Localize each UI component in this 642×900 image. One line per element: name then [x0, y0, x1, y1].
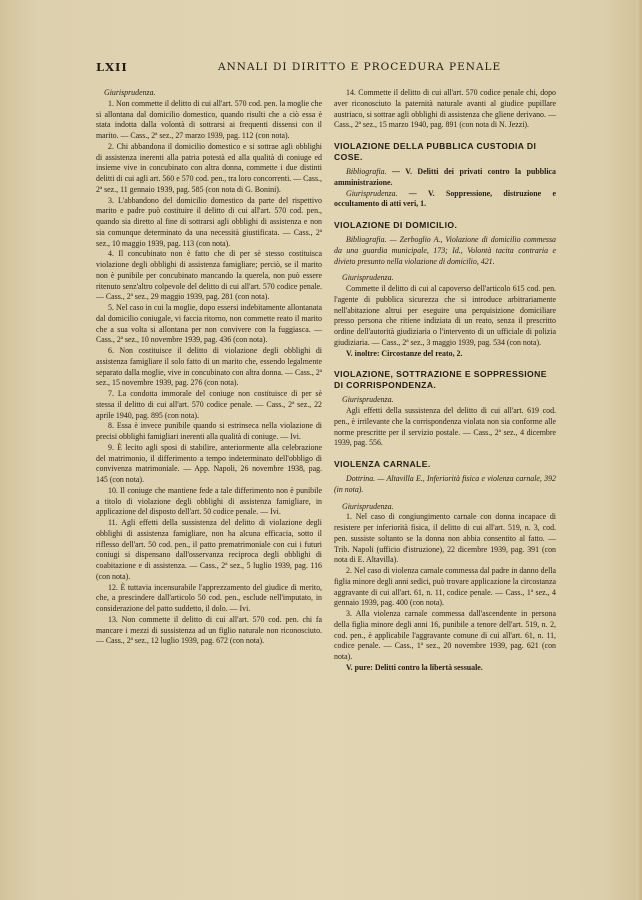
- list-item: 2. Chi abbandona il domicilio domestico e si sottrae agli obblighi di assistenza inerenti alla patria potestà ed alla qualità di coniuge ed insieme vive in concubinato con altra donna, commette i due distinti delitti di cui agli art. 560 e 570 cod. pen., tra loro concorrenti. — Cass., 2ª sez., 11 gennaio 1939, pag. 585 (con nota di G. Bonini).: [96, 141, 322, 194]
- page-edge: [636, 0, 642, 900]
- doctrine-entry: [334, 474, 556, 496]
- jurisprudence-entry: [334, 189, 556, 211]
- list-item: 4. Il concubinato non è fatto che di per sè stesso costituisca violazione degli obblighi di assistenza famigliare; perciò, se il marito non è punibile per concubinato mancando la querela, non può essere ritenuto senz'altro colpevole del delitto di cui all'art. 570 codice penale. — Cass., 2ª sez., 29 maggio 1939, pag. 281 (con nota).: [96, 249, 322, 302]
- cross-reference: — V. Delitti dei privati contro la pubblica amministrazione.: [334, 167, 556, 187]
- page-header: [96, 60, 566, 76]
- list-item: 14. Commette il delitto di cui all'art. 570 codice penale chi, dopo aver riconosciuto la paternità naturale avanti al giudice pupillare austriaco, si sottrae agli obblighi di assistenza che gliene derivano. — Cass., 2ª sez., 15 marzo 1940, pag. 891 (con nota di N. Jezzi).: [334, 88, 556, 130]
- list-item: 12. È tuttavia incensurabile l'apprezzamento del giudice di merito, che, a prescindere dall'articolo 50 cod. pen., esclude nell'imputato, in considerazione del patto suddetto, il dolo. — Ivi.: [96, 582, 322, 613]
- jurisprudence-heading: Giurisprudenza.: [342, 395, 394, 405]
- list-item: 11. Agli effetti della sussistenza del delitto di violazione degli obblighi di assistenza famigliare, non ha alcuna efficacia, sotto il riflesso dell'art. 50 cod. pen., il patto prematrimoniale con cui i futuri coniugi si dispensano dall'osservanza reciproca degli obblighi di coabitazione e di assistenza. — Cass., 2ª sez., 5 luglio 1939, pag. 116 (con nota).: [96, 518, 322, 581]
- bibliography-label: Bibliografia.: [346, 167, 387, 176]
- list-item: 1. Nel caso di congiungimento carnale con donna incapace di resistere per inferiorità fisica, il delitto di cui all'art. 519, n. 3, cod. pen. sussiste soltanto se la donna non abbia consentito al fatto. — Trib. Napoli (ufficio d'istruzione), 22 dicembre 1939, pag. 391 (con nota di E. Altavilla).: [334, 512, 556, 565]
- doctrine-label: Dottrina.: [346, 474, 376, 483]
- bibliography-entry: [334, 235, 556, 267]
- section-title-pubblica-custodia: VIOLAZIONE DELLA PUBBLICA CUSTODIA DI COSE.: [334, 141, 537, 162]
- cross-reference: — V. Soppressione, distruzione e occultamento di atti veri, 1.: [334, 188, 556, 209]
- list-item: Agli effetti della sussistenza del delitto di cui all'art. 619 cod. pen., è irrilevante che la corrispondenza violata non sia conforme alle norme prescritte per il servizio postale. — Cass., 2ª sez., 4 dicembre 1939, pag. 556.: [334, 406, 556, 448]
- left-column: [96, 88, 322, 888]
- list-item: 9. È lecito agli sposi di stabilire, anteriormente alla celebrazione del matrimonio, il differimento a tempo indeterminato dell'obbligo di convivenza matrimoniale. — App. Napoli, 26 novembre 1938, pag. 145 (con nota).: [96, 442, 322, 484]
- list-item: 1. Non commette il delitto di cui all'art. 570 cod. pen. la moglie che si allontana dal domicilio domestico, quando risulti che a ciò essa è stata indotta dalla volontà di sottrarsi ai frequenti dissensi con il marito. — Cass., 2ª sez., 27 marzo 1939, pag. 112 (con nota).: [96, 98, 322, 140]
- bibliography-label: Bibliografia.: [346, 235, 387, 244]
- right-column: [334, 88, 556, 888]
- jurisprudence-heading: Giurisprudenza.: [104, 88, 156, 97]
- list-item: 10. Il coniuge che mantiene fede a tale differimento non è punibile a titolo di violazione degli obblighi di assistenza famigliare, in applicazione del disposto dell'art. 50 codice penale. — Ivi.: [96, 485, 322, 517]
- jurisprudence-label: Giurisprudenza.: [346, 188, 398, 198]
- see-also: V. inoltre: Circostanze del reato, 2.: [346, 348, 463, 358]
- list-item: 2. Nel caso di violenza carnale commessa dal padre in danno della figlia minore degli anni sedici, può trovare applicazione la circostanza aggravante di cui all'art. 61, n. 11, codice penale. — Cass., 1ª sez., 4 gennaio 1939, pag. 400 (con nota).: [334, 566, 556, 608]
- list-item: Commette il delitto di cui al capoverso dell'articolo 615 cod. pen. l'agente di pubblica sicurezza che si introduce arbitrariamente nell'abitazione altrui per eseguire una perquisizione domiciliare presso persona che ritiene indiziata di un reato, senza il prescritto ordine dell'autorità giudiziaria o l'intervento di un ufficiale di polizia giudiziaria. — Cass., 2ª sez., 3 maggio 1939, pag. 534 (con nota).: [334, 284, 556, 347]
- section-title-violazione-domicilio: VIOLAZIONE DI DOMICILIO.: [334, 220, 458, 230]
- doctrine-text: — Altavilla E., Inferiorità fisica e violenza carnale, 392 (in nota).: [334, 474, 556, 494]
- list-item: 7. La condotta immorale del coniuge non costituisce di per sè stessa il delitto di cui all'art. 570 codice penale. — Cass., 2ª sez., 22 aprile 1940, pag. 895 (con nota).: [96, 389, 322, 420]
- section-title-corrispondenza: VIOLAZIONE, SOTTRAZIONE E SOPPRESSIONE DI CORRISPONDENZA.: [334, 369, 547, 391]
- see-also: V. pure: Delitti contro la libertà sessuale.: [346, 662, 483, 672]
- list-item: 3. L'abbandono del domicilio domestico da parte del rispettivo marito e padre può costituire il delitto di cui all'art. 570 cod. pen., quando sia diretto al fine di sottrarsi agli obblighi di assistenza e non sia comunque determinato da una necessità giustificata. — Cass., 2ª sez., 10 maggio 1939, pag. 113 (con nota).: [96, 195, 322, 248]
- list-item: 6. Non costituisce il delitto di violazione degli obblighi di assistenza famigliare il solo fatto di un marito che, essendo legalmente separato dalla moglie, vive in concubinato con altra donna. — Cass., 2ª sez., 15 novembre 1939, pag. 276 (con nota).: [96, 346, 322, 388]
- list-item: 8. Essa è invece punibile quando si estrinseca nella violazione di precisi obblighi famigliari inerenti alla qualità di coniuge. — Ivi.: [96, 421, 322, 441]
- section-title-violenza-carnale: VIOLENZA CARNALE.: [334, 459, 431, 469]
- bibliography-text: — Zerboglio A., Violazione di domicilio commessa da una guardia municipale, 173; Id., Volontà tacita contraria e divieto presunto nella violazione di domicilio, 421.: [334, 235, 556, 266]
- list-item: 3. Alla violenza carnale commessa dall'ascendente in persona della figlia minore degli anni 16, punibile a tenore dell'art. 519, n. 2, cod. pen., è applicabile l'aggravante comune di cui all'art. 61, n. 11, codice penale. — Cass., 1ª sez., 20 novembre 1939, pag. 621 (con nota).: [334, 609, 556, 661]
- list-item: 5. Nel caso in cui la moglie, dopo essersi indebitamente allontanata dal domicilio coniugale, vi faccia ritorno, non commette reato il marito che a sua volta si allontana per non convivere con la fuggiasca. — Cass., 2ª sez., 10 novembre 1939, pag. 436 (con nota).: [96, 303, 322, 345]
- jurisprudence-heading: Giurisprudenza.: [342, 273, 394, 283]
- list-item: 13. Non commette il delitto di cui all'art. 570 cod. pen. chi fa mancare i mezzi di sussistenza ad un figlio naturale non riconosciuto. — Cass., 2ª sez., 12 luglio 1939, pag. 672 (con nota).: [96, 614, 322, 646]
- running-title: ANNALI DI DIRITTO E PROCEDURA PENALE: [218, 61, 502, 73]
- page-number: LXII: [96, 60, 128, 74]
- jurisprudence-heading: Giurisprudenza.: [342, 501, 394, 511]
- bibliography-entry: [334, 167, 556, 189]
